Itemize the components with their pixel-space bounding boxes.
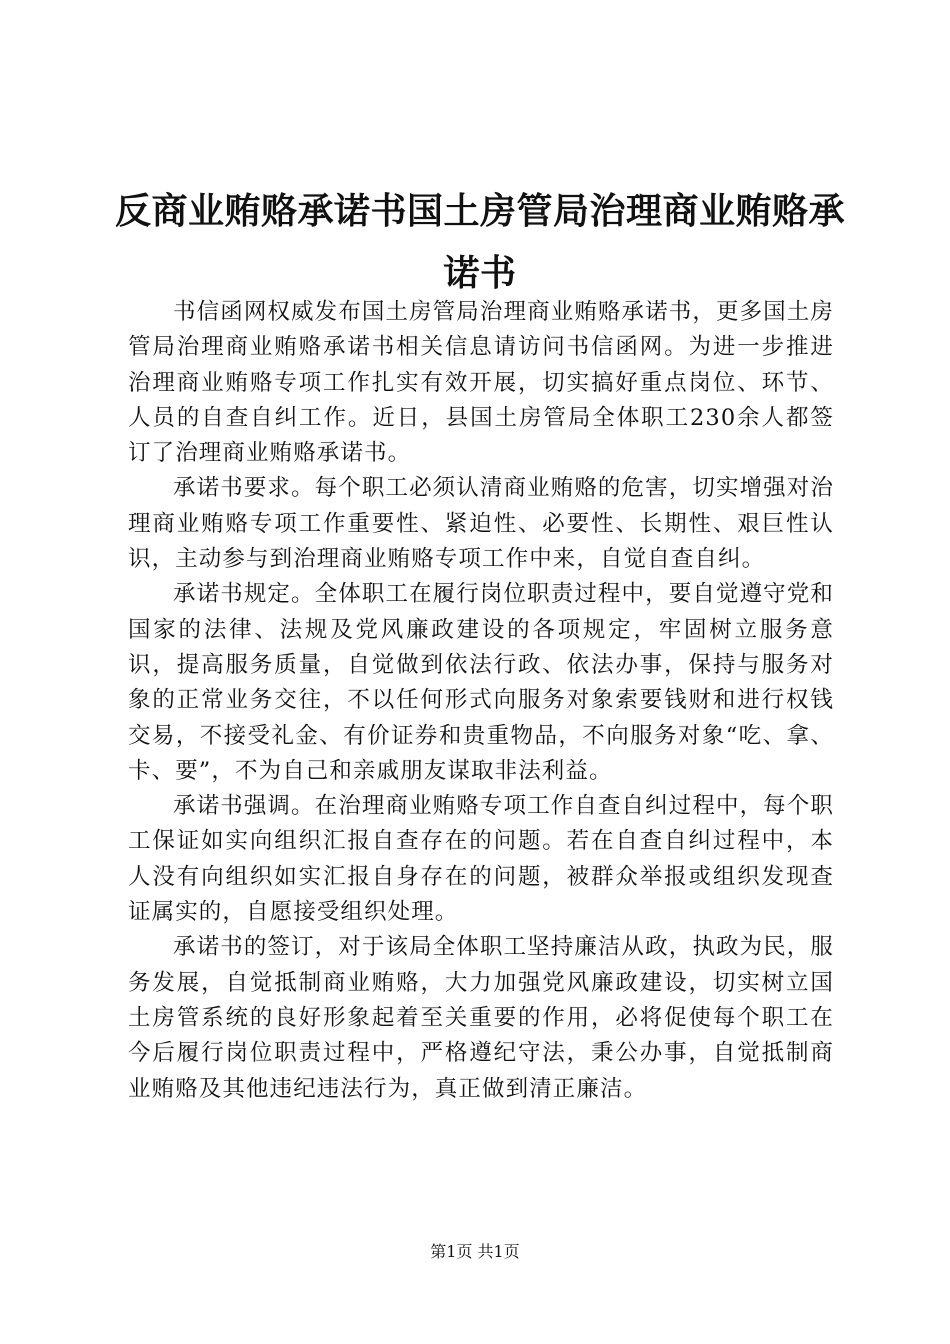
document-body (128, 295, 834, 1107)
paragraph-intro: 书信函网权威发布国土房管局治理商业贿赂承诺书，更多国土房管局治理商业贿赂承诺书相关信息请访问书信函网。为进一步推进治理商业贿赂专项工作扎实有效开展，切实搞好重点岗位、环节、人员的自查自纠工作。近日，县国土房管局全体职工230余人都签订了治理商业贿赂承诺书。 (128, 299, 834, 467)
paragraph-rules: 承诺书规定。全体职工在履行岗位职责过程中，要自觉遵守党和国家的法律、法规及党风廉政建设的各项规定，牢固树立服务意识，提高服务质量，自觉做到依法行政、依法办事，保持与服务对象的正常业务交往，不以任何形式向服务对象索要钱财和进行权钱交易，不接受礼金、有价证券和贵重物品，不向服务对象“吃、拿、卡、要”，不为自己和亲戚朋友谋取非法利益。 (128, 581, 834, 784)
paragraph-requirements: 承诺书要求。每个职工必须认清商业贿赂的危害，切实增强对治理商业贿赂专项工作重要性、紧迫性、必要性、长期性、艰巨性认识，主动参与到治理商业贿赂专项工作中来，自觉自查自纠。 (128, 475, 834, 573)
document-title: 反商业贿赂承诺书国土房管局治理商业贿赂承诺书 (114, 190, 845, 294)
paragraph-emphasis: 承诺书强调。在治理商业贿赂专项工作自查自纠过程中，每个职工保证如实向组织汇报自查存在的问题。若在自查自纠过程中，本人没有向组织如实汇报自身存在的问题，被群众举报或组织发现查证属实的，自愿接受组织处理。 (128, 793, 834, 926)
page-footer: 第1页 共1页 (430, 1242, 520, 1261)
paragraph-conclusion: 承诺书的签订，对于该局全体职工坚持廉洁从政，执政为民，服务发展，自觉抵制商业贿赂，大力加强党风廉政建设，切实树立国土房管系统的良好形象起着至关重要的作用，必将促使每个职工在今后履行岗位职责过程中，严格遵纪守法，秉公办事，自觉抵制商业贿赂及其他违纪违法行为，真正做到清正廉洁。 (128, 934, 834, 1102)
